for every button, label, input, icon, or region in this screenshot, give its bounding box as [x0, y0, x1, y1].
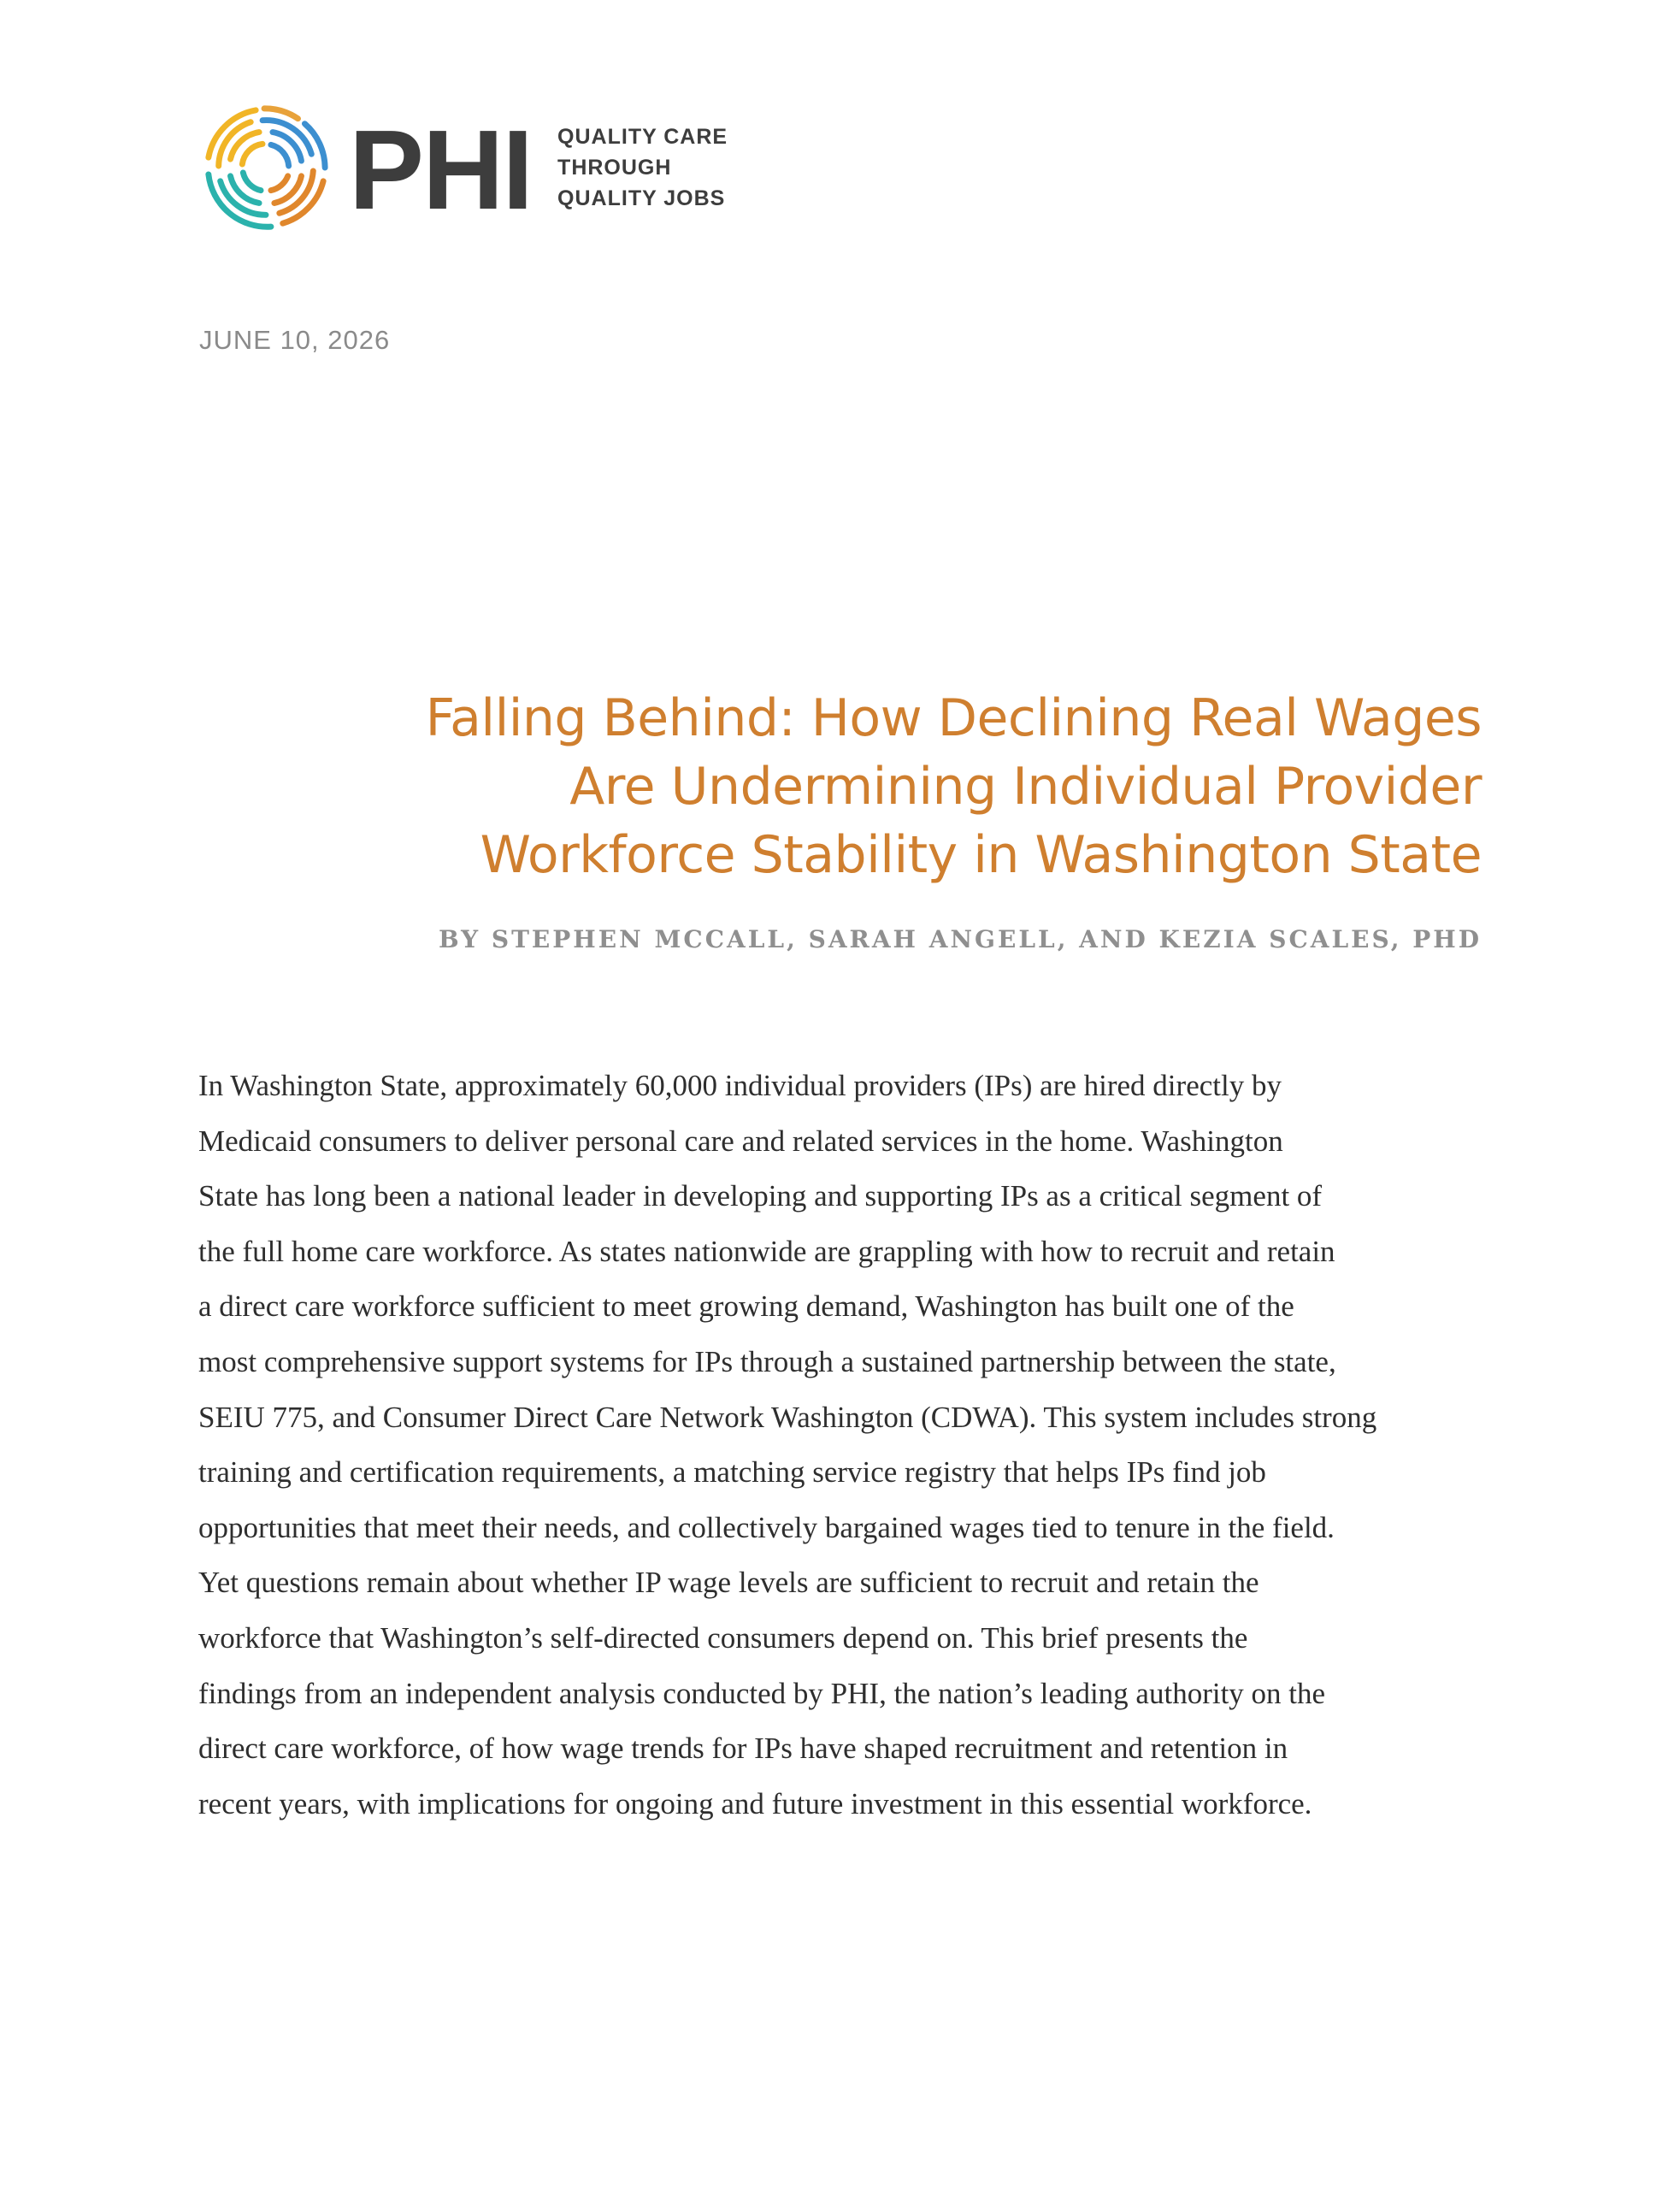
title-block: [370, 684, 1482, 953]
title-line: Falling Behind: How Declining Real Wages: [425, 688, 1482, 748]
phi-logo-mark-icon: [198, 100, 333, 235]
paragraph-line: the full home care workforce. As states nationwide are grappling with how to recruit and retain: [198, 1234, 1335, 1268]
logo-tagline-line: QUALITY JOBS: [557, 186, 726, 210]
logo-arc-outer-orange-top: [264, 109, 298, 119]
paragraph-line: SEIU 775, and Consumer Direct Care Network Washington (CDWA). This system includes strong: [198, 1400, 1377, 1434]
paragraph-line: most comprehensive support systems for IPs through a sustained partnership between the state,: [198, 1344, 1336, 1378]
paragraph-line: workforce that Washington’s self-directed consumers depend on. This brief presents the: [198, 1620, 1248, 1655]
logo-arc-inner-orange: [271, 176, 288, 191]
logo-arc-inner-blue: [271, 145, 289, 166]
paragraph-line: training and certification requirements, a matching service registry that helps IPs find job: [198, 1455, 1266, 1490]
publication-date: JUNE 10, 2026: [199, 325, 391, 355]
author-byline: BY STEPHEN MCCALL, SARAH ANGELL, AND KEZIA SCALES, PHD: [438, 925, 1482, 953]
paragraph-line: opportunities that meet their needs, and collectively bargained wages tied to tenure in the field.: [198, 1510, 1335, 1544]
paragraph-line: Yet questions remain about whether IP wage levels are sufficient to recruit and retain the: [198, 1566, 1259, 1600]
intro-paragraph: [198, 1059, 1498, 1832]
phi-logo: [198, 99, 728, 236]
paragraph-line: Medicaid consumers to deliver personal care and related services in the home. Washington: [198, 1124, 1283, 1158]
title-line: Workforce Stability in Washington State: [480, 825, 1482, 885]
paragraph-line: findings from an independent analysis conducted by PHI, the nation’s leading authority on the: [198, 1676, 1326, 1710]
document-title: [370, 684, 1482, 889]
logo-tagline-line: THROUGH: [557, 156, 672, 180]
logo-arc-inner-yellow: [242, 144, 262, 164]
paragraph-line: a direct care workforce sufficient to meet growing demand, Washington has built one of the: [198, 1289, 1294, 1324]
title-line: Are Undermining Individual Provider: [569, 757, 1482, 817]
logo-arc-inner-teal: [243, 173, 261, 191]
paragraph-line: recent years, with implications for ongoing and future investment in this essential workforce.: [198, 1786, 1312, 1820]
logo-tagline-line: QUALITY CARE: [557, 125, 728, 149]
paragraph-line: In Washington State, approximately 60,000 individual providers (IPs) are hired directly by: [198, 1069, 1282, 1102]
paragraph-line: direct care workforce, of how wage trends for IPs have shaped recruitment and retention in: [198, 1732, 1288, 1766]
logo-tagline: [557, 121, 728, 214]
paragraph-line: State has long been a national leader in developing and supporting IPs as a critical segment of: [198, 1179, 1323, 1213]
logo-arc-outer-orange: [283, 181, 323, 223]
logo-wordmark: PHI: [349, 107, 533, 233]
